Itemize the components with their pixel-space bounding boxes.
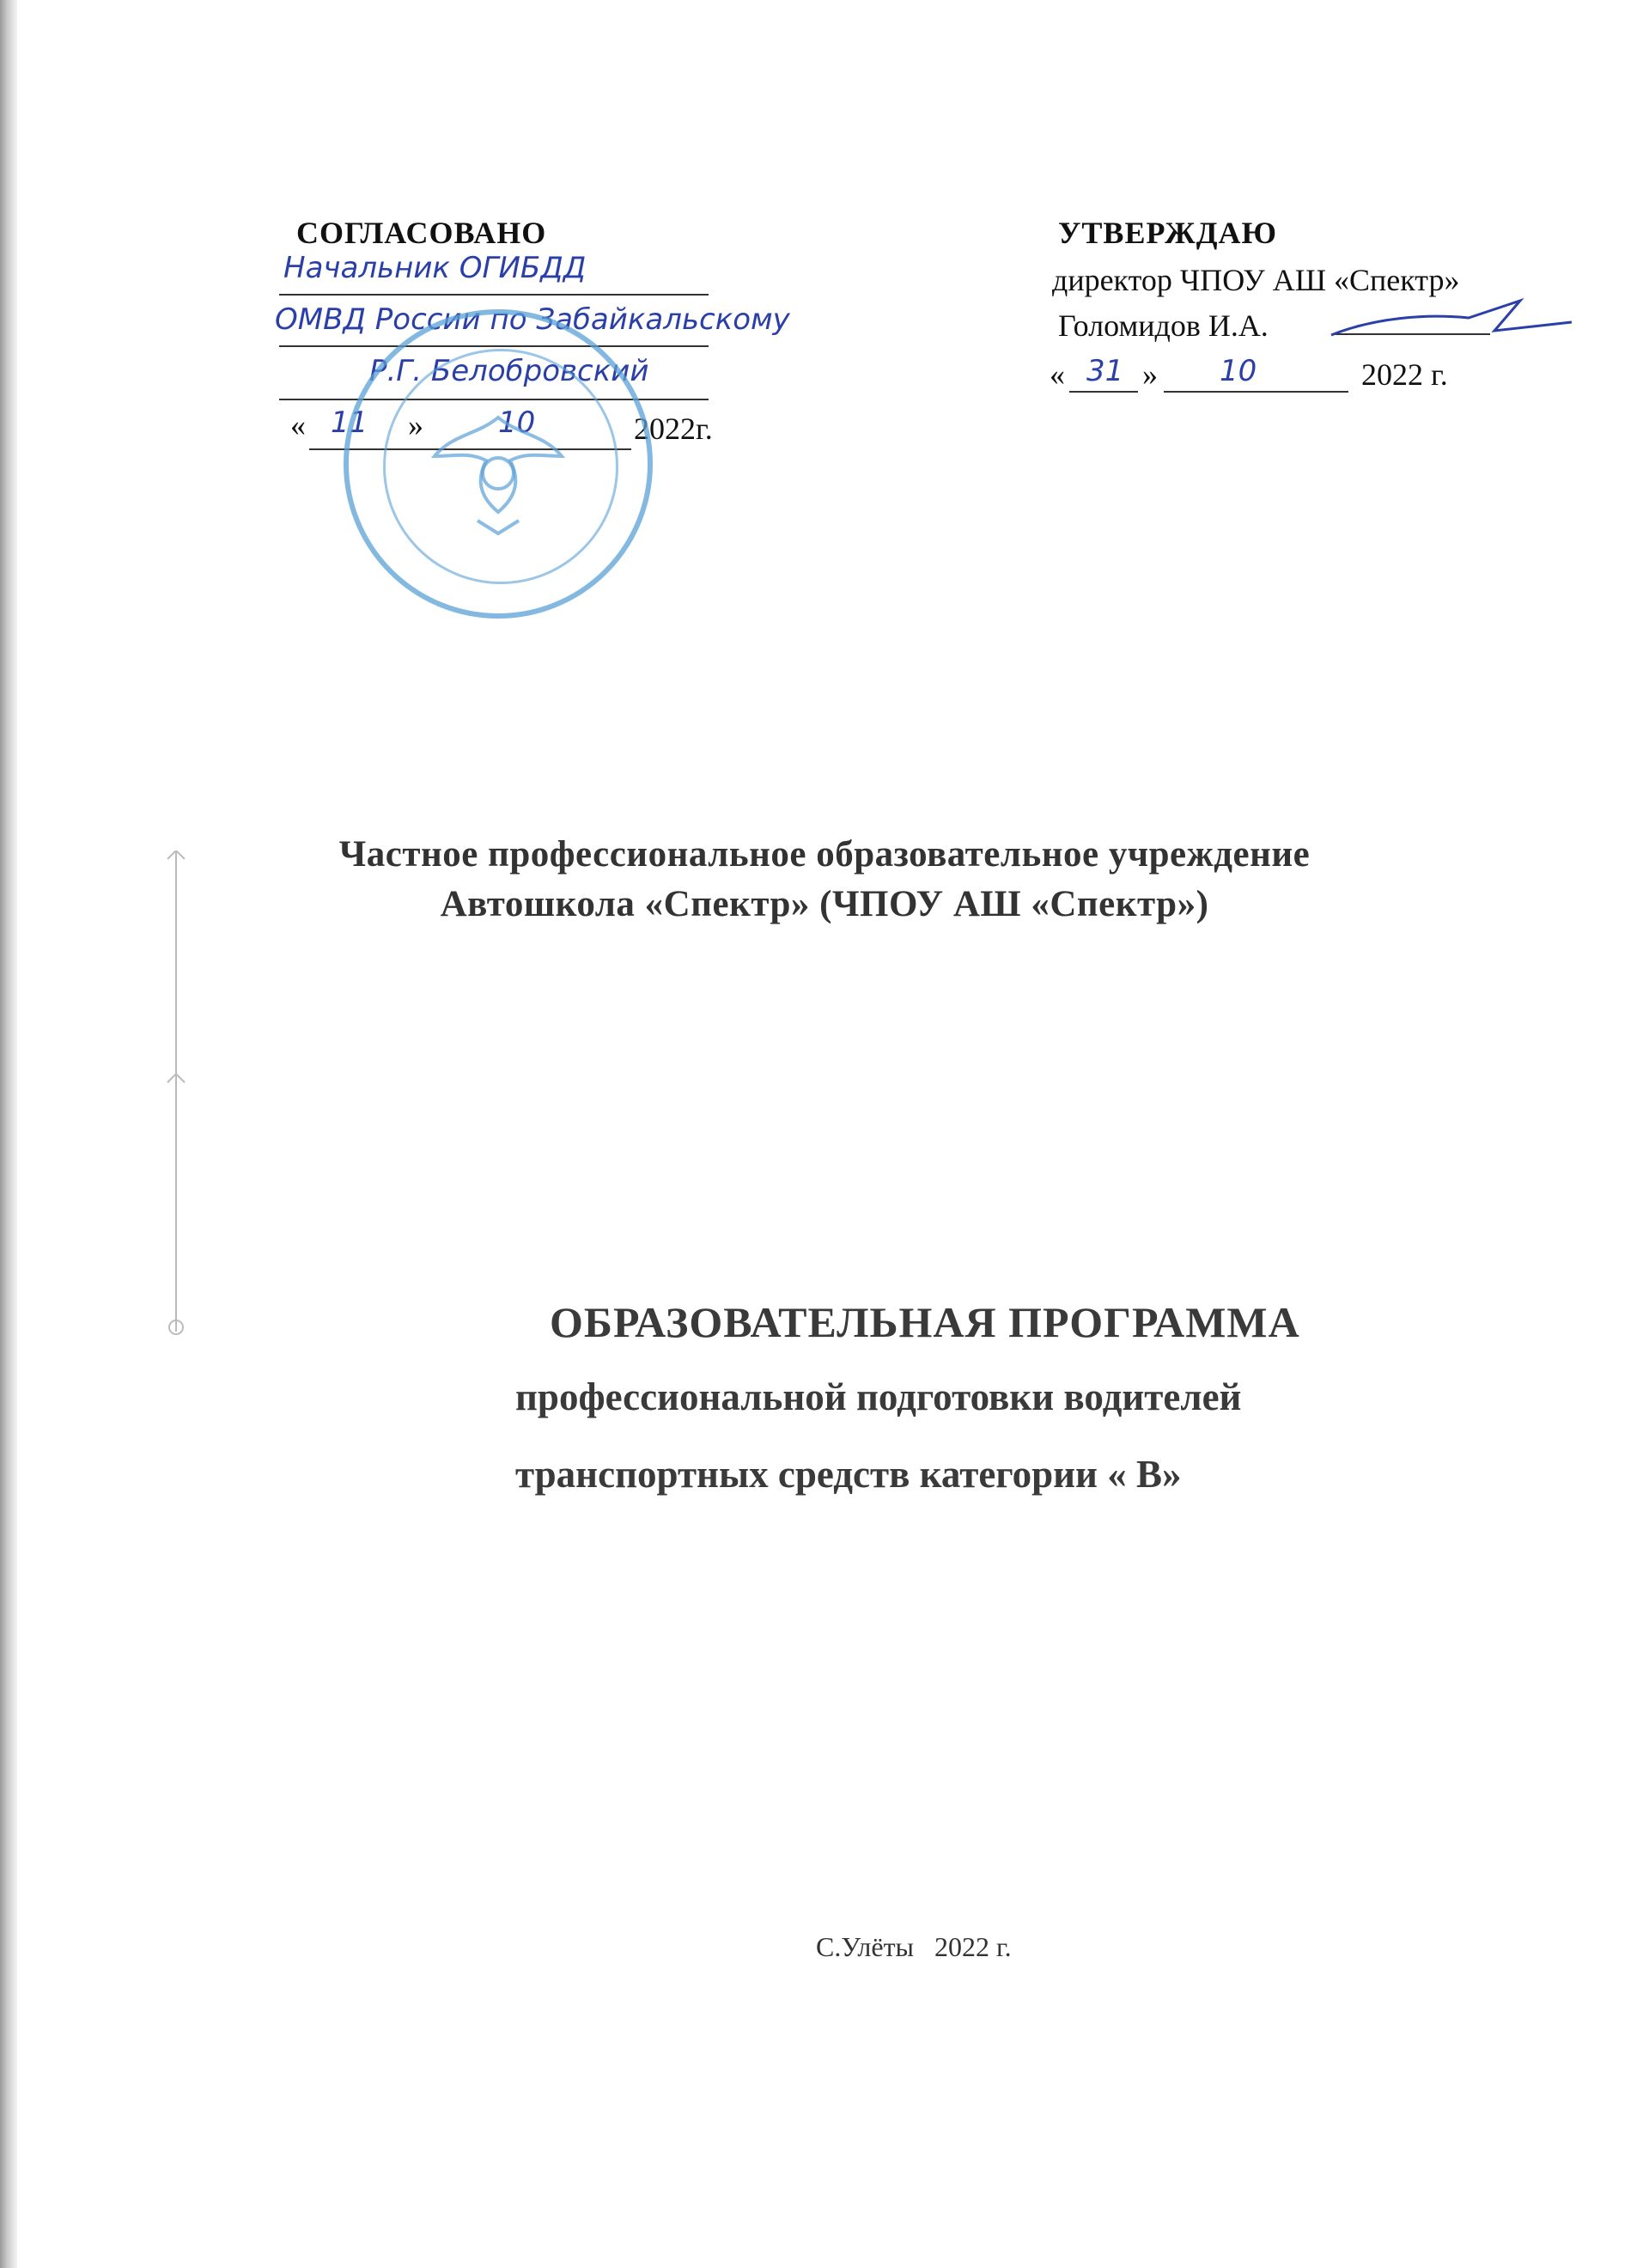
date-close-quote: » (408, 408, 423, 442)
place-and-year: С.Улёты 2022 г. (816, 1931, 1012, 1962)
program-subtitle-2: транспортных средств категории « В» (515, 1453, 1182, 1496)
signature-line (279, 294, 709, 296)
date-year: 2022г. (634, 412, 713, 446)
date-open-quote: « (290, 408, 306, 442)
approved-heading: СОГЛАСОВАНО (296, 216, 547, 250)
date-year: 2022 г. (1361, 357, 1448, 392)
date-month-handwritten: 10 (498, 405, 536, 440)
approver-name-handwritten: Р.Г. Белобровский (369, 354, 649, 388)
approver-name: Голомидов И.А. (1058, 308, 1269, 343)
pencil-margin-marks (155, 850, 198, 1366)
date-close-quote: » (1142, 357, 1158, 392)
date-month-handwritten: 10 (1220, 354, 1257, 388)
date-day-handwritten: 31 (1086, 354, 1124, 388)
organization-line-1: Частное профессиональное образовательное учреждение (338, 834, 1311, 875)
approver-title-handwritten: Начальник ОГИБДД (283, 251, 587, 285)
date-underline (1164, 391, 1348, 393)
date-day-handwritten: 11 (331, 405, 368, 440)
program-subtitle-1: профессиональной подготовки водителей (515, 1375, 1242, 1418)
program-title: ОБРАЗОВАТЕЛЬНАЯ ПРОГРАММА (550, 1298, 1300, 1346)
director-signature-icon (1323, 284, 1580, 352)
official-seal (344, 309, 653, 619)
seal-emblem-icon (349, 314, 648, 613)
date-underline (1069, 391, 1138, 393)
organization-line-2: Автошкола «Спектр» (ЧПОУ АШ «Спектр») (440, 884, 1209, 924)
scan-binding-edge (0, 0, 17, 2268)
approve-heading: УТВЕРЖДАЮ (1058, 216, 1278, 250)
approver-dept-handwritten: ОМВД России по Забайкальскому (275, 302, 790, 337)
approver-position: директор ЧПОУ АШ «Спектр» (1052, 263, 1460, 297)
date-open-quote: « (1050, 357, 1065, 392)
